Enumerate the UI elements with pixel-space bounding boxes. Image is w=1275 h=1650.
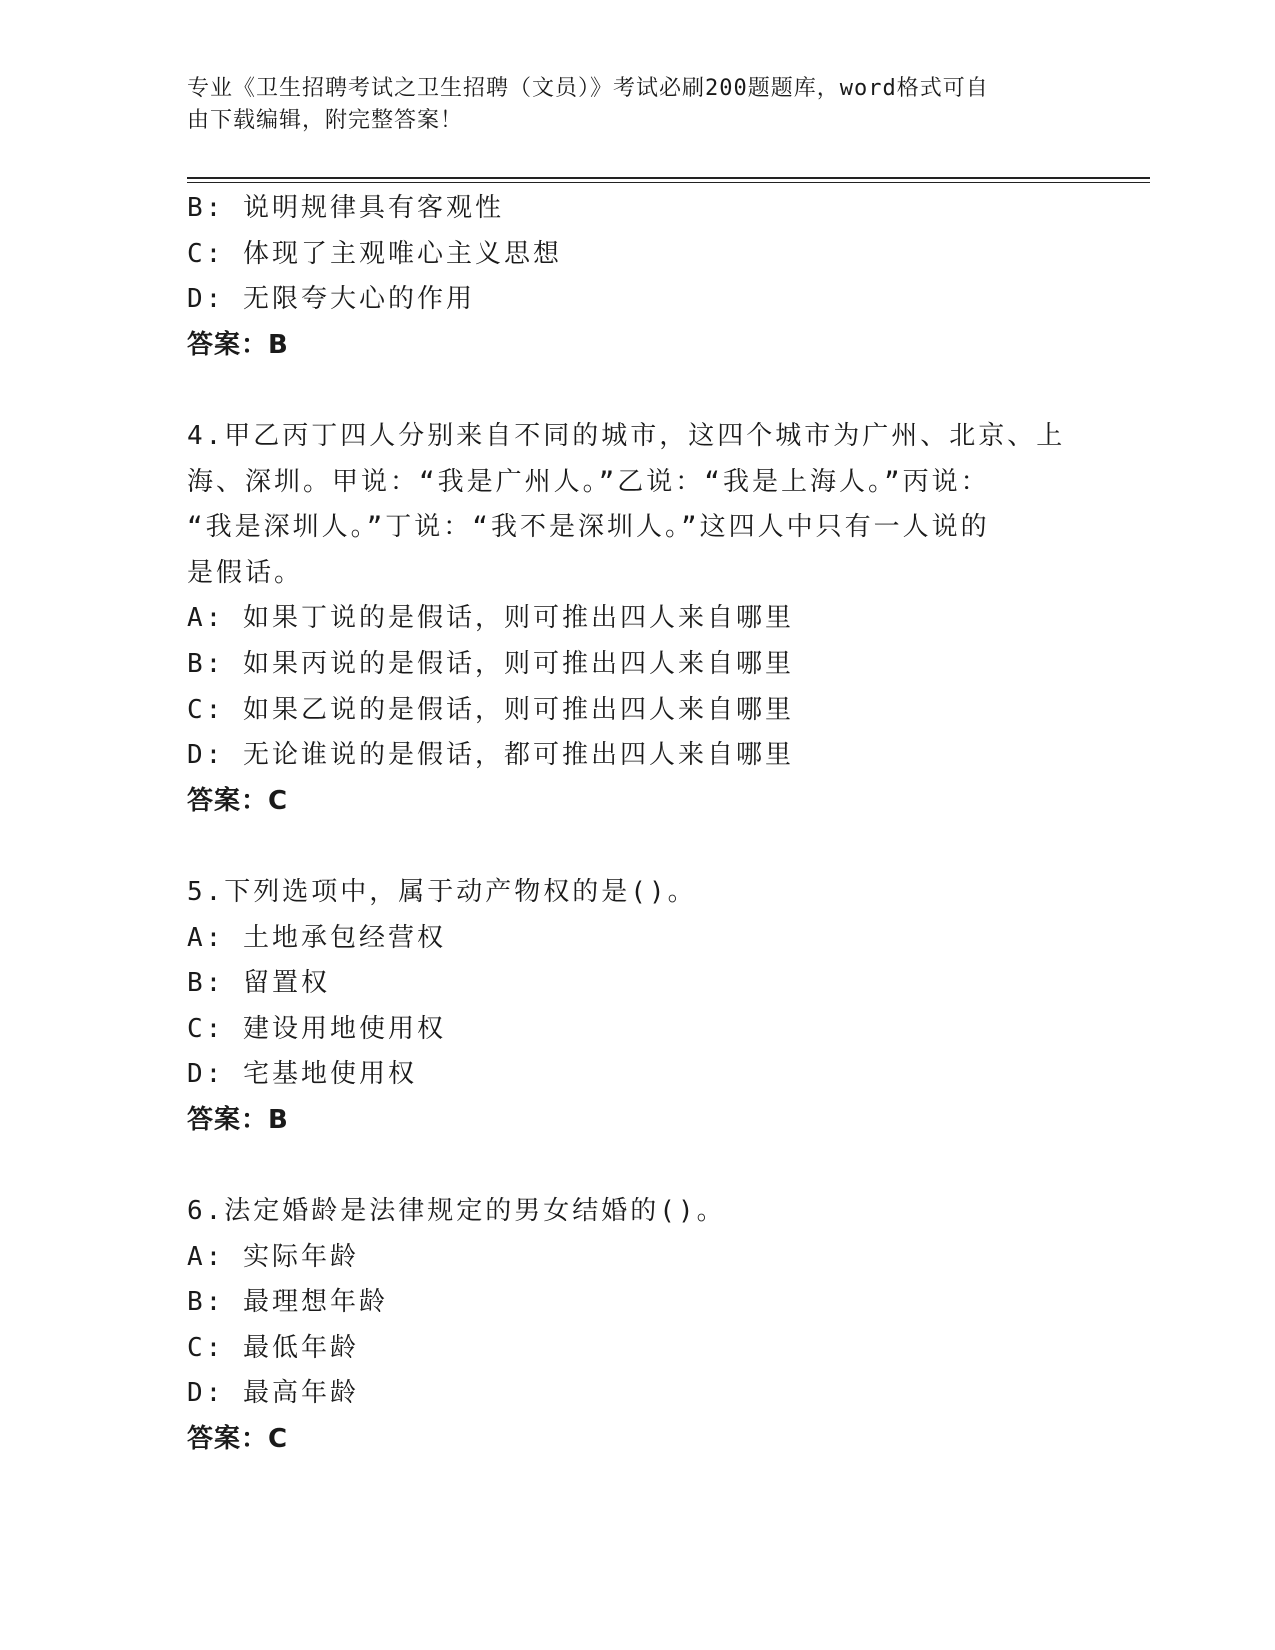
question-6-option-c: C: 最低年龄 — [187, 1332, 359, 1363]
question-5-option-b: B: 留置权 — [187, 968, 330, 999]
question-4-block — [187, 414, 1087, 824]
question-4-stem-line: “我是深圳人。”丁说：“我不是深圳人。”这四人中只有一人说的 — [187, 512, 990, 543]
question-5-option-c: C: 建设用地使用权 — [187, 1013, 446, 1044]
question-3-block — [187, 186, 1087, 368]
question-4-option-d: D: 无论谁说的是假话，都可推出四人来自哪里 — [187, 740, 794, 771]
question-4-answer: 答案：C — [187, 785, 289, 816]
question-5-answer: 答案：B — [187, 1104, 289, 1135]
question-4-option-c: C: 如果乙说的是假话，则可推出四人来自哪里 — [187, 694, 794, 725]
question-6-option-b: B: 最理想年龄 — [187, 1287, 388, 1318]
questions-content — [187, 186, 1087, 1463]
header-rule-thick — [187, 177, 1150, 179]
question-4-option-a: A: 如果丁说的是假话，则可推出四人来自哪里 — [187, 603, 794, 634]
question-5-option-d: D: 宅基地使用权 — [187, 1059, 417, 1090]
header-line-1: 专业《卫生招聘考试之卫生招聘（文员）》考试必刷200题题库，word格式可自 — [187, 76, 989, 101]
question-3-option-d: D: 无限夸大心的作用 — [187, 284, 475, 315]
question-3-answer: 答案：B — [187, 329, 289, 360]
document-header — [187, 73, 1067, 137]
question-5-stem: 5.下列选项中，属于动产物权的是()。 — [187, 876, 697, 907]
question-6-option-a: A: 实际年龄 — [187, 1241, 359, 1272]
question-5-block — [187, 870, 1087, 1144]
question-4-stem-line: 是假话。 — [187, 557, 304, 588]
spacer — [187, 368, 1087, 414]
spacer — [187, 824, 1087, 870]
question-3-option-b: B: 说明规律具有客观性 — [187, 193, 504, 223]
question-3-option-c: C: 体现了主观唯心主义思想 — [187, 238, 562, 269]
question-4-stem-line: 4.甲乙丙丁四人分别来自不同的城市，这四个城市为广州、北京、上 — [187, 420, 1066, 451]
question-5-option-a: A: 土地承包经营权 — [187, 922, 446, 953]
spacer — [187, 1143, 1087, 1189]
question-6-stem: 6.法定婚龄是法律规定的男女结婚的()。 — [187, 1196, 726, 1227]
question-4-stem-line: 海、深圳。甲说：“我是广州人。”乙说：“我是上海人。”丙说： — [187, 466, 990, 497]
header-rule-thin — [187, 182, 1150, 183]
question-6-option-d: D: 最高年龄 — [187, 1378, 359, 1409]
header-line-2: 由下载编辑，附完整答案！ — [187, 108, 464, 133]
question-6-block — [187, 1189, 1087, 1463]
question-4-option-b: B: 如果丙说的是假话，则可推出四人来自哪里 — [187, 648, 794, 679]
question-6-answer: 答案：C — [187, 1424, 289, 1455]
question-4-stem — [187, 414, 1087, 596]
